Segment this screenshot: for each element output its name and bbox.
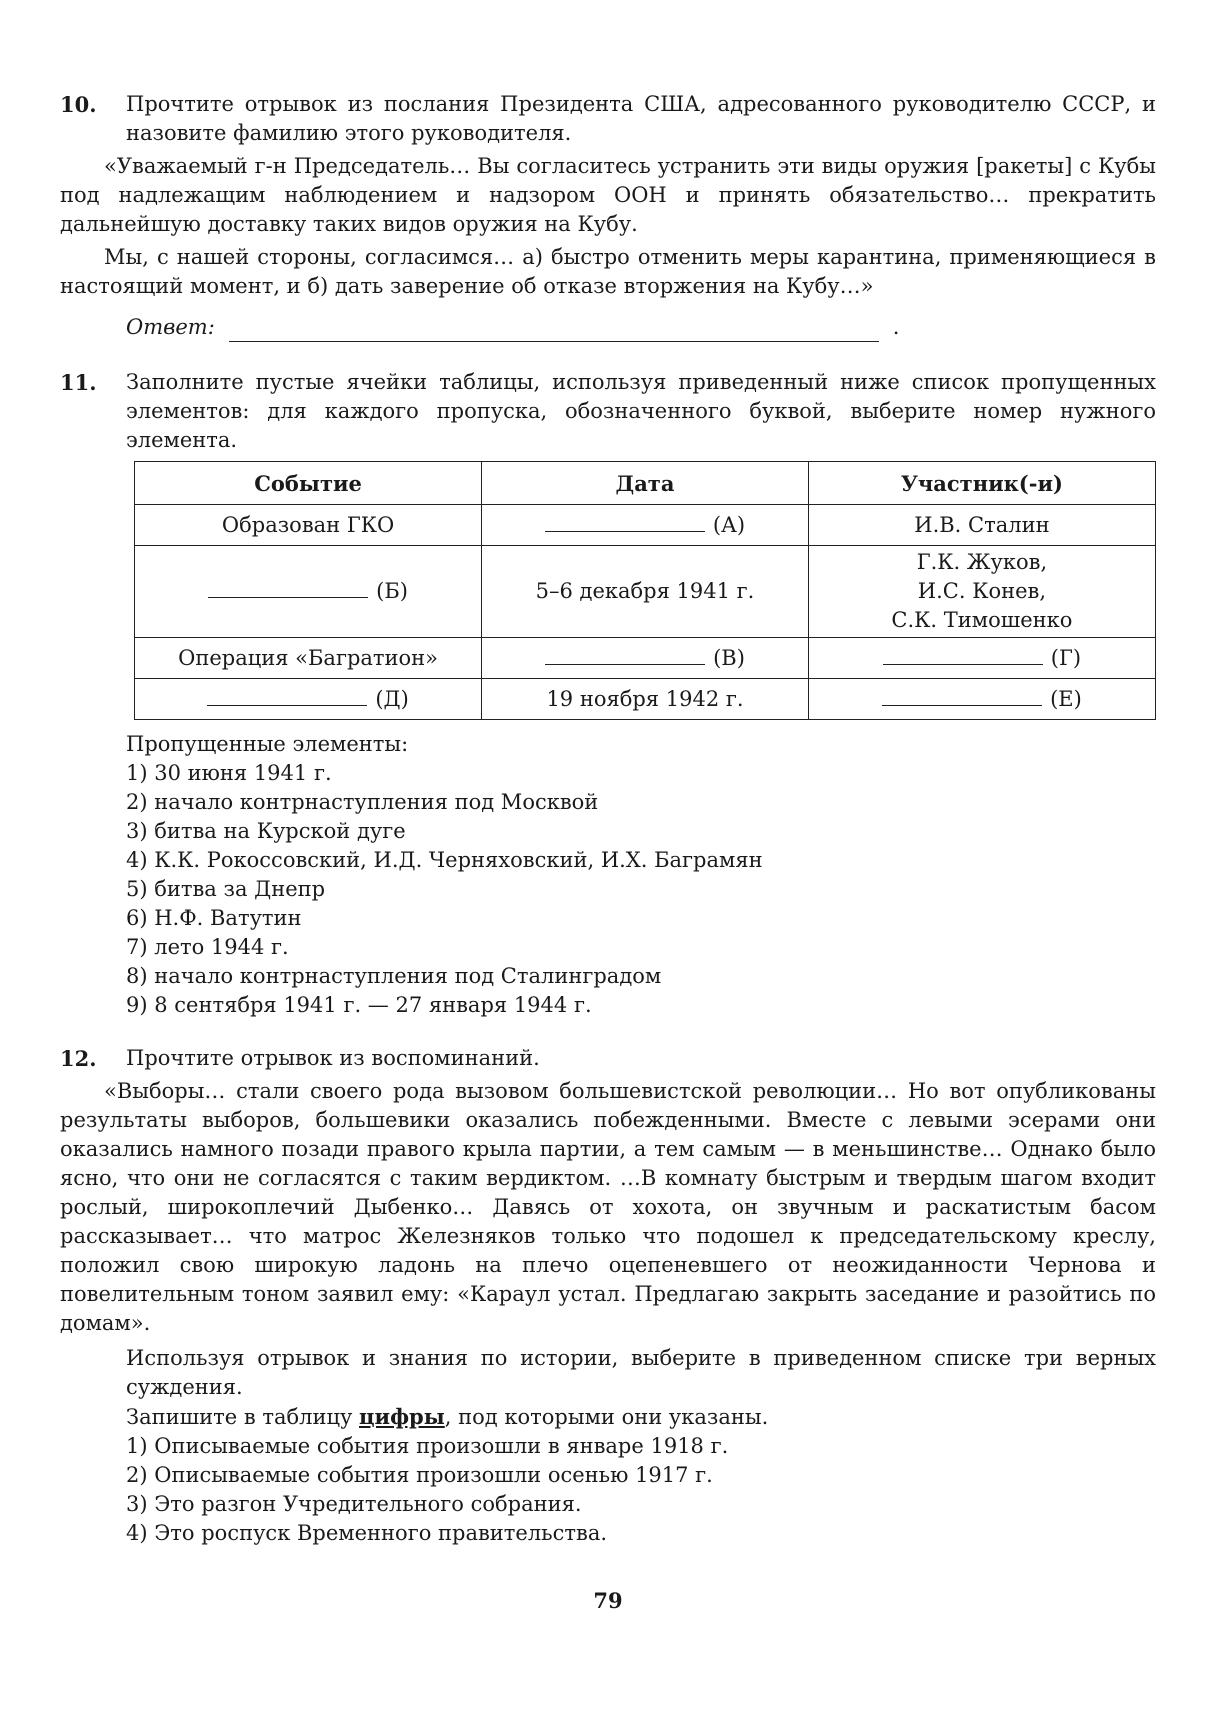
table-cell-blank[interactable] <box>808 679 1155 720</box>
quote-paragraph: «Выборы… стали своего рода вызовом большевистской революции… Но вот опубликованы результаты выборов, большевики оказались побежденными. Вместе с левыми эсерами они оказались намного позади правого крыла партии, а тем самым — в меньшинстве… Однако было ясно, что они не согласятся с таким вердиктом. …В комнату быстрым и твердым шагом входит рослый, широкоплечий Дыбенко… Давясь от хохота, он звучным и раскатистым басом рассказывает… что матрос Железняков только что подошел к председательскому креслу, положил свою широкую ладонь на плечо оцепеневшего от неожиданности Чернова и повелительным тоном заявил ему: «Караул устал. Предлагаю закрыть заседание и разойтись по домам». <box>60 1079 1156 1335</box>
table-cell-blank[interactable] <box>482 638 809 679</box>
table-header-row <box>135 462 1156 505</box>
list-title: Пропущенные элементы: <box>126 732 409 756</box>
blank-mark: (Б) <box>376 579 408 603</box>
list-item: 2) начало контрнаступления под Москвой <box>126 790 599 814</box>
list-item: 1) 30 июня 1941 г. <box>126 761 332 785</box>
task-prompt: Прочтите отрывок из послания Президента США, адресованного руководителю СССР, и назовите фамилию этого руководителя. <box>126 92 1156 145</box>
task-prompt: Прочтите отрывок из воспоминаний. <box>126 1046 540 1070</box>
answer-label: Ответ: <box>126 315 215 339</box>
table-row <box>135 638 1156 679</box>
blank-line <box>882 685 1042 706</box>
task-instruction: Используя отрывок и знания по истории, выберите в приведенном списке три верных суждения. <box>126 1346 1156 1399</box>
table-cell <box>808 546 1155 638</box>
task-10 <box>60 90 1156 342</box>
table-cell-blank[interactable] <box>135 679 482 720</box>
task-12 <box>60 1044 1156 1548</box>
blank-mark: (Е) <box>1050 686 1082 711</box>
write-text: , под которыми они указаны. <box>444 1405 769 1429</box>
table-row <box>135 546 1156 638</box>
table-cell: 19 ноября 1942 г. <box>482 679 809 720</box>
table-row <box>135 505 1156 546</box>
page-number: 79 <box>593 1588 623 1613</box>
blank-mark: (Д) <box>375 686 409 711</box>
list-item: 7) лето 1944 г. <box>126 935 289 959</box>
table-cell-blank[interactable] <box>482 505 809 546</box>
events-table <box>134 461 1156 720</box>
list-item: 3) Это разгон Учредительного собрания. <box>126 1492 582 1516</box>
list-item: 4) К.К. Рокоссовский, И.Д. Черняховский, И.Х. Баграмян <box>126 848 763 872</box>
table-cell-blank[interactable] <box>135 546 482 638</box>
table-cell: И.В. Сталин <box>808 505 1155 546</box>
list-item: 2) Описываемые события произошли осенью 1917 г. <box>126 1463 713 1487</box>
answer-period: . <box>892 315 900 339</box>
write-instruction <box>126 1402 1156 1432</box>
list-item: 9) 8 сентября 1941 г. — 27 января 1944 г. <box>126 993 592 1017</box>
list-item: 8) начало контрнаступления под Сталинградом <box>126 964 662 988</box>
task-number: 12. <box>60 1046 97 1071</box>
list-item: 3) битва на Курской дуге <box>126 819 406 843</box>
list-item: 6) Н.Ф. Ватутин <box>126 906 302 930</box>
participant-line: Г.К. Жуков, <box>916 550 1048 574</box>
quote-paragraph: Мы, с нашей стороны, согласимся… а) быстро отменить меры карантина, применяющиеся в настоящий момент, и б) дать заверение об отказе вторжения на Кубу…» <box>60 245 1156 298</box>
table-cell: Образован ГКО <box>135 505 482 546</box>
list-item: 1) Описываемые события произошли в январе 1918 г. <box>126 1434 729 1458</box>
task-11 <box>60 368 1156 1020</box>
task-number: 10. <box>60 92 97 117</box>
blank-line <box>207 685 367 706</box>
judgement-list <box>126 1432 1156 1548</box>
blank-mark: (Г) <box>1050 645 1082 670</box>
blank-mark: (В) <box>713 645 745 670</box>
list-item: 4) Это роспуск Временного правительства. <box>126 1521 608 1545</box>
blank-line <box>545 644 705 665</box>
column-header: Событие <box>135 462 482 505</box>
answer-field[interactable] <box>229 319 879 342</box>
quote-paragraph: «Уважаемый г-н Председатель… Вы согласитесь устранить эти виды оружия [ракеты] с Кубы под надлежащим наблюдением и надзором ООН и принять обязательство… прекратить дальнейшую доставку таких видов оружия на Кубу. <box>60 154 1156 236</box>
write-text: Запишите в таблицу <box>126 1405 353 1429</box>
blank-line <box>883 644 1043 665</box>
list-item: 5) битва за Днепр <box>126 877 326 901</box>
participant-line: С.К. Тимошенко <box>891 608 1073 632</box>
blank-line <box>545 511 705 532</box>
task-number: 11. <box>60 370 97 395</box>
blank-line <box>208 577 368 598</box>
column-header: Участник(-и) <box>808 462 1155 505</box>
task-prompt: Заполните пустые ячейки таблицы, используя приведенный ниже список пропущенных элементов: для каждого пропуска, обозначенного буквой, выберите номер нужного элемента. <box>126 370 1156 452</box>
write-emphasis: цифры <box>359 1404 445 1429</box>
table-row <box>135 679 1156 720</box>
answer-row <box>126 313 1156 342</box>
table-cell: Операция «Багратион» <box>135 638 482 679</box>
table-cell: 5–6 декабря 1941 г. <box>482 546 809 638</box>
missing-elements-list <box>126 730 1156 1020</box>
blank-mark: (А) <box>712 512 746 537</box>
page-content <box>60 90 1156 1548</box>
participant-line: И.С. Конев, <box>917 579 1047 603</box>
column-header: Дата <box>482 462 809 505</box>
table-cell-blank[interactable] <box>808 638 1155 679</box>
